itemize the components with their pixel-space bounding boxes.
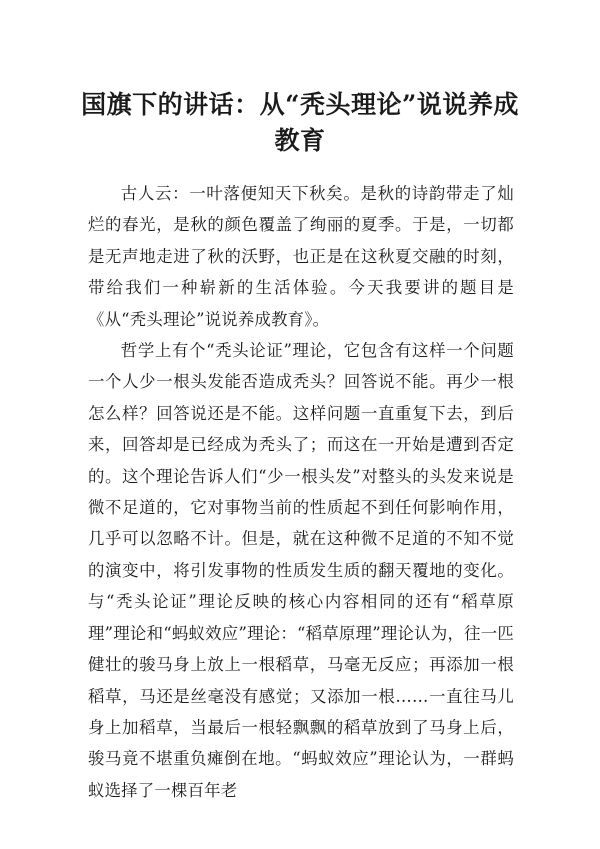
document-title: 国旗下的讲话：从“秃头理论”说说养成教育 — [81, 89, 519, 155]
paragraph-intro: 古人云：一叶落便知天下秋矣。是秋的诗韵带走了灿烂的春光，是秋的颜色覆盖了绚丽的夏季。于是，一切都是无声地走进了秋的沃野，也正是在这秋夏交融的时刻，带给我们一种崭新的生活体验。今天我要讲的题目是《从“秃头理论”说说养成教育》。 — [88, 184, 514, 329]
document-body — [88, 178, 514, 806]
paragraph-bald-theory: 哲学上有个“秃头论证”理论，它包含有这样一个问题一个人少一根头发能否造成秃头？回答说不能。再少一根怎么样？回答说还是不能。这样问题一直重复下去，到后来，回答却是已经成为秃头了；而这在一开始是遭到否定的。这个理论告诉人们“少一根头发”对整头的头发来说是微不足道的，它对事物当前的性质起不到任何影响作用，几乎可以忽略不计。但是，就在这种微不足道的不知不觉的演变中，将引发事物的性质发生质的翻天覆地的变化。与“秃头论证”理论反映的核心内容相同的还有“稻草原理”理论和“蚂蚁效应”理论：“稻草原理”理论认为，往一匹健壮的骏马身上放上一根稻草，马毫无反应；再添加一根稻草，马还是丝毫没有感觉；又添加一根……一直往马儿身上加稻草，当最后一根轻飘飘的稻草放到了马身上后，骏马竟不堪重负瘫倒在地。“蚂蚁效应”理论认为，一群蚂蚁选择了一棵百年老 — [88, 341, 514, 800]
